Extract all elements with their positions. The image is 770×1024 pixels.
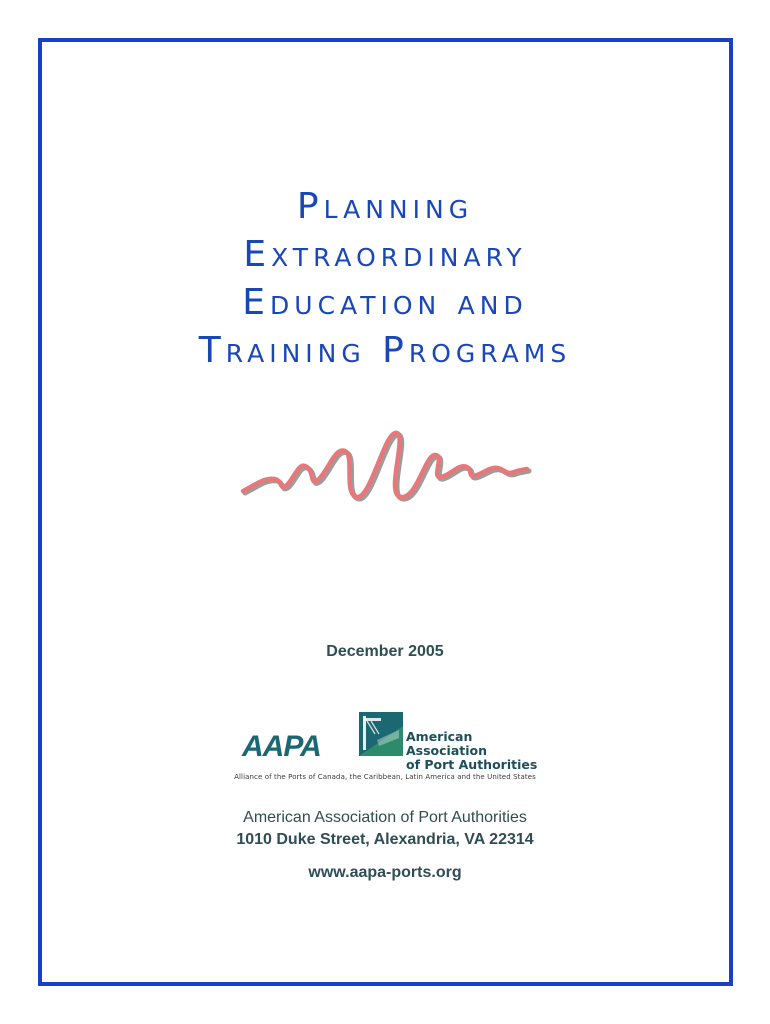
logo-org-line-1: American Association [406,729,488,758]
address-block [0,807,770,851]
title-line-1: Planning [296,186,474,227]
publication-date: December 2005 [326,643,444,660]
logo-org-line-2: of Port Authorities [406,757,538,772]
title-line-3: Education and [242,282,528,323]
wave-swoosh-graphic [235,425,535,520]
ship-crane-icon [359,712,403,756]
organization-name: American Association of Port Authorities [243,809,527,826]
logo-org-name [406,730,542,772]
aapa-logo [242,706,542,772]
street-address: 1010 Duke Street, Alexandria, VA 22314 [236,831,534,848]
logo-acronym: AAPA [242,730,321,763]
title-line-2: Extraordinary [243,234,527,275]
website-url: www.aapa-ports.org [308,864,462,881]
logo-tagline: Alliance of the Ports of Canada, the Caribbean, Latin America and the United States [234,773,536,781]
document-title [0,183,770,375]
title-line-4: Training Programs [198,330,572,371]
